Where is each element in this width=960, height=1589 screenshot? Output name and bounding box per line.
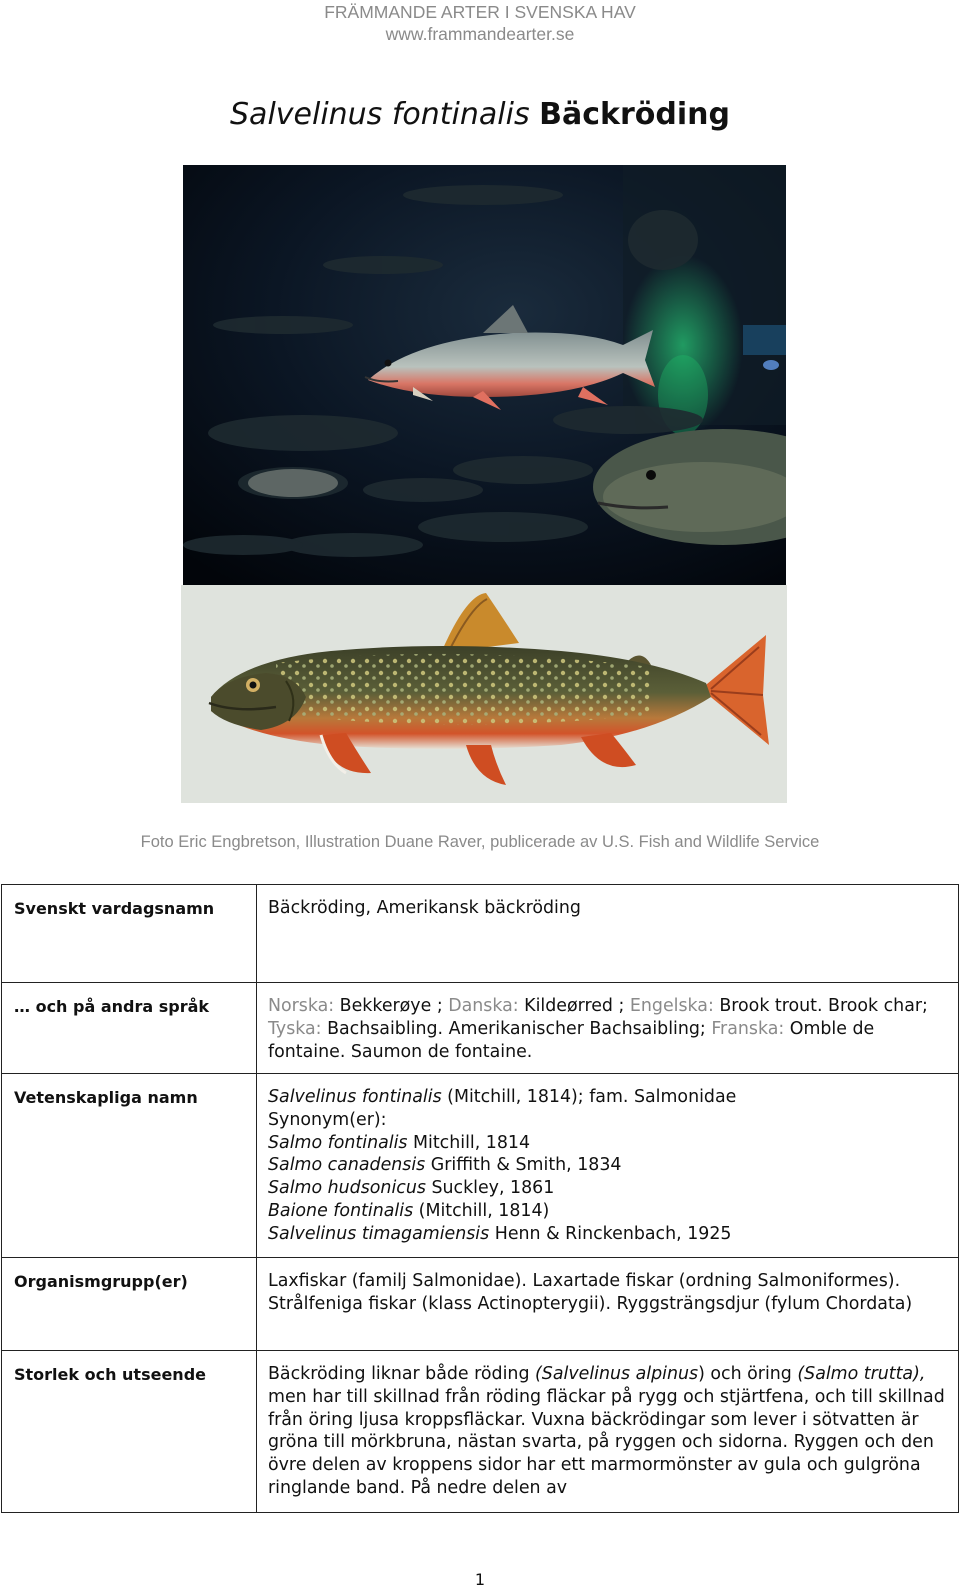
synonym-sci: Baione fontinalis bbox=[268, 1200, 414, 1221]
italic-species: (Salmo trutta), bbox=[797, 1364, 926, 1384]
main-sci: Salvelinus fontinalis bbox=[268, 1087, 442, 1107]
synonym-authority: Henn & Rinckenbach, 1925 bbox=[489, 1223, 732, 1244]
trout-illustration bbox=[181, 585, 787, 803]
row-label-size-appearance: Storlek och utseende bbox=[2, 1351, 257, 1513]
text-part: men har till skillnad från röding fläckar på rygg och stjärtfena, och till skillnad från öring ljusa kroppsfläckar. Vuxna bäckrödingar som lever i sötvatten är gröna till mörkbruna, nästan svarta, på ryggen och sidorna. Ryggen och den övre delen av kroppens sidor har ett marmormönster av gula och gulgröna ringlande band. På nedre delen av bbox=[268, 1386, 945, 1498]
list-item bbox=[268, 1177, 948, 1200]
list-item bbox=[268, 1200, 948, 1223]
row-value-size-appearance bbox=[257, 1351, 959, 1513]
list-item bbox=[268, 1154, 948, 1177]
table-row bbox=[2, 1074, 959, 1258]
image-caption: Foto Eric Engbretson, Illustration Duane Raver, publicerade av U.S. Fish and Wildlife Service bbox=[140, 833, 820, 851]
name-danish: Kildeørred ; bbox=[518, 996, 630, 1016]
underwater-photo bbox=[183, 165, 786, 585]
table-row bbox=[2, 1258, 959, 1351]
synonym-authority: Suckley, 1861 bbox=[425, 1178, 555, 1199]
main-authority: (Mitchill, 1814); fam. Salmonidae bbox=[441, 1087, 737, 1107]
synonym-sci: Salvelinus timagamiensis bbox=[268, 1223, 490, 1244]
name-german: Bachsaibling. Amerikanischer Bachsaibling; bbox=[321, 1018, 712, 1039]
table-row bbox=[2, 983, 959, 1074]
synonym-authority: Griffith & Smith, 1834 bbox=[425, 1155, 622, 1176]
synonym-sci: Salmo hudsonicus bbox=[268, 1178, 426, 1199]
lang-french: Franska: bbox=[711, 1018, 785, 1039]
synonym-authority: (Mitchill, 1814) bbox=[413, 1200, 550, 1221]
text-part: ) och öring bbox=[698, 1364, 798, 1384]
synonym-sci: Salmo fontinalis bbox=[268, 1132, 408, 1153]
lang-german: Tyska: bbox=[268, 1018, 322, 1039]
page-header bbox=[0, 0, 960, 45]
title-common-name: Bäckröding bbox=[539, 97, 730, 132]
list-item bbox=[268, 1223, 948, 1246]
row-label-scientific-names: Vetenskapliga namn bbox=[2, 1074, 257, 1258]
table-row bbox=[2, 1351, 959, 1513]
italic-species: (Salvelinus alpinus bbox=[535, 1364, 699, 1384]
row-value-scientific-names bbox=[257, 1074, 959, 1258]
name-french: Omble de fontaine. Saumon de fontaine. bbox=[268, 1018, 875, 1062]
trout-illustration-image bbox=[181, 585, 787, 803]
underwater-photo-image bbox=[183, 165, 786, 585]
lang-danish: Danska: bbox=[448, 996, 519, 1016]
text-part: Bäckröding liknar både röding bbox=[268, 1364, 536, 1384]
species-facts-table bbox=[1, 884, 959, 1513]
row-label-swedish-name: Svenskt vardagsnamn bbox=[2, 885, 257, 983]
lang-english: Engelska: bbox=[629, 996, 714, 1016]
name-norwegian: Bekkerøye ; bbox=[334, 996, 449, 1016]
main-scientific-name bbox=[268, 1086, 948, 1109]
row-label-other-languages: … och på andra språk bbox=[2, 983, 257, 1074]
row-value-other-languages bbox=[257, 983, 959, 1074]
table-row bbox=[2, 885, 959, 983]
synonyms-heading: Synonym(er): bbox=[268, 1109, 387, 1130]
row-value-organism-group: Laxfiskar (familj Salmonidae). Laxartade fiskar (ordning Salmoniformes). Strålfeniga fiskar (klass Actinopterygii). Ryggsträngsdjur (fylum Chordata) bbox=[257, 1258, 959, 1351]
list-item bbox=[268, 1132, 948, 1155]
name-english: Brook trout. Brook char; bbox=[713, 996, 928, 1016]
header-site-title: FRÄMMANDE ARTER I SVENSKA HAV bbox=[324, 2, 636, 22]
header-site-url[interactable]: www.frammandearter.se bbox=[385, 24, 575, 44]
row-label-organism-group: Organismgrupp(er) bbox=[2, 1258, 257, 1351]
page-number: 1 bbox=[474, 1570, 486, 1589]
page-title bbox=[0, 97, 960, 132]
title-scientific-name: Salvelinus fontinalis bbox=[230, 97, 530, 132]
synonym-sci: Salmo canadensis bbox=[268, 1155, 426, 1176]
synonym-authority: Mitchill, 1814 bbox=[407, 1132, 531, 1153]
row-value-swedish-name: Bäckröding, Amerikansk bäckröding bbox=[257, 885, 959, 983]
lang-norwegian: Norska: bbox=[268, 996, 335, 1016]
